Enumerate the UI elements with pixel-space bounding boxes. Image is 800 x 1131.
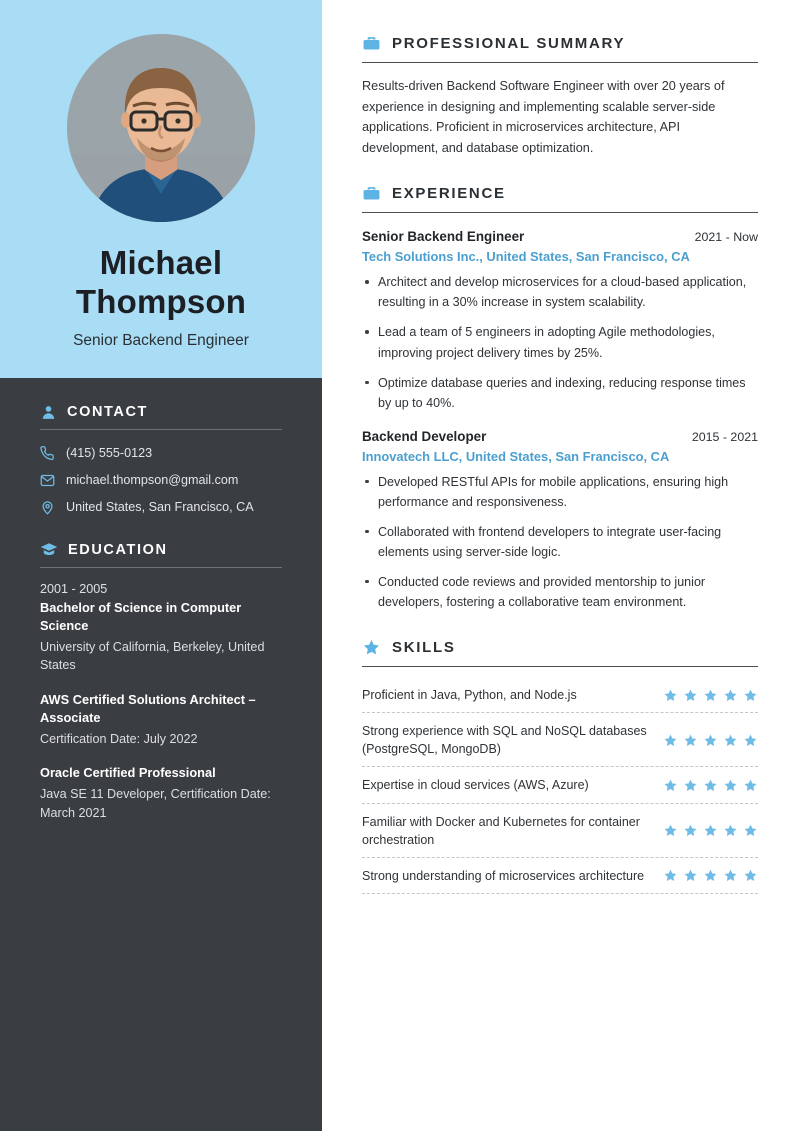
summary-text: Results-driven Backend Software Engineer with over 20 years of experience in designing and implementing scalable server-side applications. Proficient in microservices architecture, API development, and database optimization. <box>362 79 725 155</box>
briefcase-icon <box>362 184 381 203</box>
contact-heading <box>40 404 282 430</box>
candidate-name-first: Michael <box>99 244 223 281</box>
experience-item <box>362 229 758 412</box>
skill-name: Familiar with Docker and Kubernetes for container orchestration <box>362 814 640 847</box>
skill-rating <box>663 733 758 748</box>
education-detail: Certification Date: July 2022 <box>40 732 198 746</box>
graduation-cap-icon <box>40 541 58 559</box>
job-title: Backend Developer <box>362 428 487 444</box>
education-detail: University of California, Berkeley, United States <box>40 640 265 673</box>
job-header <box>362 229 758 244</box>
star-icon <box>362 638 381 657</box>
list-item <box>362 713 758 767</box>
education-date: 2001 - 2005 <box>40 581 108 596</box>
job-bullet: Lead a team of 5 engineers in adopting Agile methodologies, improving project delivery times by 25%. <box>362 322 758 362</box>
job-bullet: Optimize database queries and indexing, reducing response times by up to 40%. <box>362 373 758 413</box>
job-bullets <box>362 472 758 612</box>
skills-list <box>362 677 758 894</box>
education-degree: AWS Certified Solutions Architect – Associate <box>40 691 256 725</box>
profile-header <box>0 0 322 378</box>
job-organization: Innovatech LLC, United States, San Francisco, CA <box>362 448 670 464</box>
resume-sidebar <box>0 0 322 1131</box>
job-title: Senior Backend Engineer <box>362 229 525 245</box>
skill-rating <box>663 868 758 883</box>
list-item <box>362 858 758 894</box>
job-bullets <box>362 272 758 412</box>
contact-location-value: United States, San Francisco, CA <box>66 500 254 515</box>
summary-heading <box>362 34 758 63</box>
contact-title: CONTACT <box>67 404 149 421</box>
skills-heading <box>362 638 758 667</box>
section-contact <box>40 404 282 515</box>
resume-main <box>322 0 800 1131</box>
location-pin-icon <box>40 500 55 515</box>
job-organization: Tech Solutions Inc., United States, San Francisco, CA <box>362 249 690 265</box>
candidate-photo <box>67 34 255 222</box>
contact-email-value: michael.thompson@gmail.com <box>66 473 239 488</box>
education-degree: Oracle Certified Professional <box>40 765 216 781</box>
skill-rating <box>663 823 758 838</box>
job-bullet: Collaborated with frontend developers to integrate user-facing elements using server-side logic. <box>362 522 758 562</box>
section-professional-summary <box>362 34 758 158</box>
skill-rating <box>663 778 758 793</box>
section-skills <box>362 638 758 894</box>
user-icon <box>40 404 57 421</box>
job-dates: 2015 - 2021 <box>691 429 758 444</box>
list-item <box>40 764 282 822</box>
job-bullet: Conducted code reviews and provided mentorship to junior developers, fostering a collaborative team environment. <box>362 572 758 612</box>
contact-phone-value: (415) 555-0123 <box>66 446 153 461</box>
job-bullet: Architect and develop microservices for a cloud-based application, resulting in a 30% increase in system scalability. <box>362 272 758 312</box>
skill-name: Strong experience with SQL and NoSQL databases (PostgreSQL, MongoDB) <box>362 724 647 757</box>
briefcase-icon <box>362 34 381 53</box>
skills-title: SKILLS <box>392 639 456 657</box>
education-heading <box>40 541 282 568</box>
phone-icon <box>40 446 55 461</box>
candidate-role: Senior Backend Engineer <box>73 331 249 349</box>
contact-email[interactable] <box>40 473 282 488</box>
candidate-name <box>24 244 298 322</box>
education-title: EDUCATION <box>68 541 168 558</box>
contact-phone[interactable] <box>40 446 282 461</box>
list-item <box>40 691 282 749</box>
summary-title: PROFESSIONAL SUMMARY <box>392 35 626 52</box>
skill-name: Proficient in Java, Python, and Node.js <box>362 688 577 703</box>
education-detail: Java SE 11 Developer, Certification Date: March 2021 <box>40 787 271 820</box>
section-experience <box>362 184 758 612</box>
experience-title: EXPERIENCE <box>392 185 506 203</box>
skill-name: Expertise in cloud services (AWS, Azure) <box>362 778 589 793</box>
skill-name: Strong understanding of microservices architecture <box>362 868 645 883</box>
envelope-icon <box>40 473 55 488</box>
candidate-name-last: Thompson <box>75 282 247 320</box>
education-list <box>40 582 282 822</box>
job-bullet: Developed RESTful APIs for mobile applications, ensuring high performance and responsiveness. <box>362 472 758 512</box>
list-item <box>40 582 282 675</box>
job-header <box>362 429 758 444</box>
list-item <box>362 677 758 713</box>
list-item <box>362 767 758 803</box>
section-education <box>40 541 282 822</box>
list-item <box>362 804 758 858</box>
skill-rating <box>663 688 758 703</box>
sidebar-body <box>0 378 322 1131</box>
job-dates: 2021 - Now <box>694 230 758 245</box>
experience-item <box>362 429 758 612</box>
experience-heading <box>362 184 758 213</box>
contact-location[interactable] <box>40 500 282 515</box>
education-degree: Bachelor of Science in Computer Science <box>40 599 242 634</box>
contact-list <box>40 446 282 515</box>
